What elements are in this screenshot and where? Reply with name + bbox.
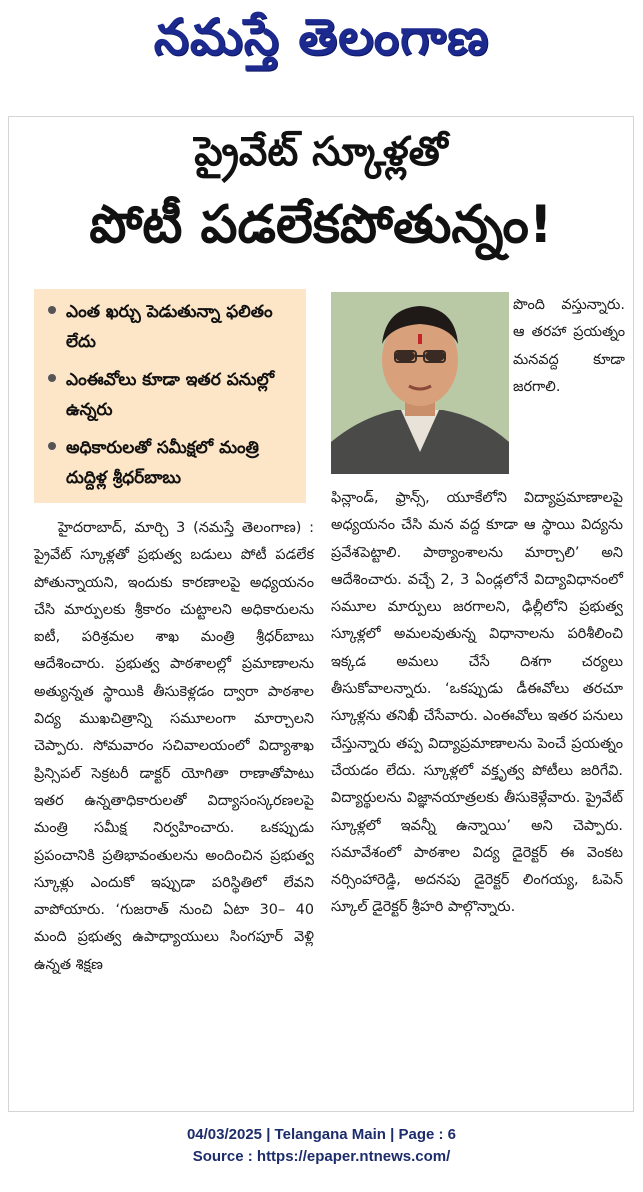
highlight-item <box>44 433 296 493</box>
highlights-box <box>34 289 306 503</box>
footer-date-line: 04/03/2025 | Telangana Main | Page : 6 <box>186 1126 457 1143</box>
bullet-icon <box>48 374 56 382</box>
highlight-text: ఎంఈవోలు కూడా ఇతర పనుల్లో ఉన్నరు <box>66 370 275 420</box>
minister-photo <box>331 292 509 474</box>
highlight-text: అధికారులతో సమీక్షలో మంత్రి దుద్దిళ్ల శ్రీధర్‌బాబు <box>66 438 259 488</box>
highlight-item <box>44 365 296 425</box>
page-footer <box>0 1124 643 1168</box>
right-column-body: ఫిన్లాండ్, ఫ్రాన్స్, యూకేలోని విద్యాప్రమాణాలపై అధ్యయనం చేసి మన వద్ద కూడా ఆ స్థాయి విద్యను ప్రవేశపెట్టాలి. పాఠ్యాంశాలను మార్చాలి’ అని ఆదేశించారు. వచ్చే 2, 3 ఏండ్లలోనే విద్యావిధానంలో సమూల మార్పులు జరగాలని, ఢిల్లీలోని ప్రభుత్వ స్కూళ్లలో అమలవుతున్న విధానాలను పరిశీలించి ఇక్కడ అమలు చేసే దిశగా చర్యలు తీసుకోవాలన్నారు. ‘ఒకప్పుడు డీఈవోలు తరచూ స్కూళ్లను తనిఖీ చేసేవారు. ఎంఈవోలు ఇతర పనులు చేస్తున్నారు తప్ప విద్యాప్రమాణాలను పెంచే ప్రయత్నం చేయడం లేదు. స్కూళ్లలో వక్తృత్వ పోటీలు జరిగేవి. విద్యార్థులను విజ్ఞానయాత్రలకు తీసుకెళ్లేవారు. ప్రైవేట్ స్కూళ్లలో ఇవన్నీ ఉన్నాయి’ అని చెప్పారు. సమావేశంలో పాఠశాల విద్య డైరెక్టర్ ఈ వెంకట నర్సింహారెడ్డి, అదనపు డైరెక్టర్ లింగయ్య, ఓపెన్ స్కూల్ డైరెక్టర్ శ్రీహరి పాల్గొన్నారు. <box>331 490 623 916</box>
minister-portrait-icon <box>331 292 509 474</box>
highlight-item <box>44 297 296 357</box>
newspaper-logo: నమస్తే తెలంగాణ <box>153 8 490 66</box>
highlight-text: ఎంత ఖర్చు పెడుతున్నా ఫలితం లేదు <box>66 302 273 352</box>
article-clipping <box>8 116 634 1112</box>
masthead <box>0 0 643 100</box>
headline-line-1: ప్రైవేట్ స్కూళ్లతో <box>194 129 448 175</box>
bullet-icon <box>48 306 56 314</box>
left-column-body: హైదరాబాద్, మార్చి 3 (నమస్తే తెలంగాణ) : ప్రైవేట్ స్కూళ్లతో ప్రభుత్వ బడులు పోటీ పడలేక పోతున్నాయని, ఇందుకు కారణాలపై అధ్యయనం చేసి మార్పులకు శ్రీకారం చుట్టాలని అధికారులను ఐటీ, పరిశ్రమల శాఖ మంత్రి శ్రీధర్‌బాబు ఆదేశించారు. ప్రభుత్వ పాఠశాలల్లో ప్రమాణాలను అత్యున్నత స్థాయికి తీసుకెళ్లడం ద్వారా పాఠశాల విద్య ముఖచిత్రాన్ని సమూలంగా మార్చాలని చెప్పారు. సోమవారం సచివాలయంలో విద్యాశాఖ ప్రిన్సిపల్ సెక్రటరీ డాక్టర్ యోగితా రాణాతోపాటు ఇతర ఉన్నతాధికారులతో విద్యాసంస్కరణలపై మంత్రి సమీక్ష నిర్వహించారు. ఒకప్పుడు ప్రపంచానికి ప్రతిభావంతులను అందించిన ప్రభుత్వ స్కూళ్లు ఎందుకో ఇప్పుడా పరిస్థితిలో లేవని వాపోయారు. ‘గుజరాత్ నుంచి ఏటా 30– 40 మంది ప్రభుత్వ ఉపాధ్యాయులు సింగపూర్ వెళ్లి ఉన్నత శిక్షణ <box>34 520 314 973</box>
headline-line-2: పోటీ పడలేకపోతున్నం! <box>89 195 553 255</box>
right-narrow-column: పొంది వస్తున్నారు. ఆ తరహా ప్రయత్నం మనవద్ద కూడా జరగాలి. <box>513 297 625 395</box>
footer-source-line: Source : https://epaper.ntnews.com/ <box>192 1148 451 1165</box>
bullet-icon <box>48 442 56 450</box>
